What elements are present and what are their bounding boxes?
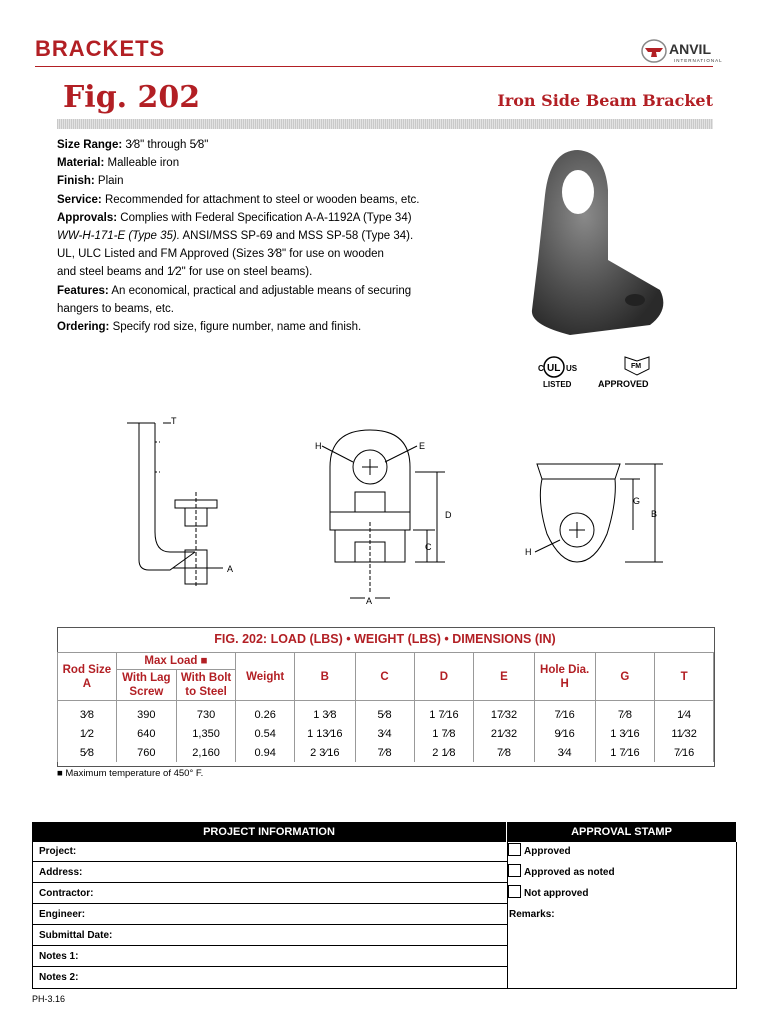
field-notes-2[interactable]: Notes 2: xyxy=(39,972,79,983)
table-row: 5⁄8 760 2,160 0.94 2 3⁄16 7⁄8 2 1⁄8 7⁄8 3⁄4 1 7⁄16 7⁄16 xyxy=(58,743,714,762)
title-bar xyxy=(57,119,713,129)
col-t: T xyxy=(655,653,714,701)
option-not-approved[interactable]: Not approved xyxy=(507,885,736,903)
fm-mark: FM xyxy=(631,363,642,370)
certification-marks xyxy=(535,353,665,393)
col-rod-size: Rod Size A xyxy=(58,653,117,701)
page-number: PH-3.16 xyxy=(32,994,66,1004)
product-name: Iron Side Beam Bracket xyxy=(497,91,713,110)
dimension-drawings xyxy=(115,412,675,607)
svg-text:G: G xyxy=(633,496,641,506)
approval-stamp-header: APPROVAL STAMP xyxy=(507,822,736,842)
not-approved-checkbox[interactable] xyxy=(508,885,521,898)
svg-text:LISTED: LISTED xyxy=(543,380,572,389)
approval-stamp-box xyxy=(507,842,737,989)
col-weight: Weight xyxy=(236,653,295,701)
col-b: B xyxy=(295,653,355,701)
svg-text:T: T xyxy=(171,416,177,426)
svg-text:B: B xyxy=(651,509,658,519)
table-title: FIG. 202: LOAD (LBS) • WEIGHT (LBS) • DIMENSIONS (IN) xyxy=(214,632,556,646)
option-approved-as-noted[interactable]: Approved as noted xyxy=(507,864,736,882)
field-submittal-date[interactable]: Submittal Date: xyxy=(33,926,507,946)
svg-text:E: E xyxy=(419,441,426,451)
table-row: 3⁄8 390 730 0.26 1 3⁄8 5⁄8 1 7⁄16 17⁄32 7⁄16 7⁄8 1⁄4 xyxy=(58,701,714,725)
col-bolt: With Bolt to Steel xyxy=(176,670,235,701)
spec-material: Material: Malleable iron xyxy=(57,157,180,170)
table-row: 1⁄2 640 1,350 0.54 1 13⁄16 3⁄4 1 7⁄8 21⁄32 9⁄16 1 3⁄16 11⁄32 xyxy=(58,724,714,743)
table-footnote: ■ Maximum temperature of 450° F. xyxy=(57,768,204,779)
spec-ordering: Ordering: Specify rod size, figure number, name and finish. xyxy=(57,321,362,334)
approved-checkbox[interactable] xyxy=(508,843,521,856)
spec-finish: Finish: Plain xyxy=(57,175,124,188)
brand-sub: INTERNATIONAL xyxy=(674,58,723,63)
svg-text:C: C xyxy=(538,364,544,373)
col-d: D xyxy=(414,653,474,701)
svg-text:APPROVED: APPROVED xyxy=(598,379,649,389)
svg-text:A: A xyxy=(227,564,234,574)
header-rule xyxy=(35,66,713,67)
svg-text:US: US xyxy=(566,364,578,373)
brand-name: ANVIL xyxy=(669,41,711,57)
anvil-logo xyxy=(640,38,740,64)
col-g: G xyxy=(595,653,655,701)
spec-features: Features: An economical, practical and adjustable means of securing xyxy=(57,284,412,297)
svg-text:D: D xyxy=(445,510,452,520)
field-address[interactable]: Address: xyxy=(33,863,507,883)
category-title: BRACKETS xyxy=(35,36,166,61)
approved-as-noted-checkbox[interactable] xyxy=(508,864,521,877)
field-engineer[interactable]: Engineer: xyxy=(33,905,507,925)
col-lag: With Lag Screw xyxy=(116,670,176,701)
remarks-label[interactable]: Remarks: xyxy=(509,909,555,920)
field-project[interactable]: Project: xyxy=(33,842,507,862)
col-hole: Hole Dia. H xyxy=(534,653,595,701)
dimension-table xyxy=(57,652,714,762)
col-max-load: Max Load ■ xyxy=(116,653,235,670)
field-notes-1[interactable]: Notes 1: xyxy=(33,947,507,967)
svg-text:H: H xyxy=(525,547,532,557)
ul-mark: UL xyxy=(547,363,561,374)
svg-text:C: C xyxy=(425,542,432,552)
field-contractor[interactable]: Contractor: xyxy=(33,884,507,904)
project-info-form xyxy=(32,842,508,989)
figure-number: Fig. 202 xyxy=(63,80,201,115)
svg-text:H: H xyxy=(315,441,322,451)
spec-list: Size Range: 3⁄8" through 5⁄8" Material: Malleable iron Finish: Plain Service: Recommended for attachment to steel or wooden beams, etc. Approvals: Complies with Federal Specification A-A-1192A (Type 34) WW-H-171-E (Type 35). ANSI/MSS SP-69 and MSS SP-58 (Type 34). UL, ULC Listed and FM Approved (Sizes 3⁄8" for use on wooden and steel beams and 1⁄2" for use on steel beams). Features: An economical, practical and adjustable means of securing hangers to beams, etc. Ordering: Specify rod size, figure number, name and finish. xyxy=(57,136,457,336)
spec-service: Service: Recommended for attachment to steel or wooden beams, etc. xyxy=(57,193,420,206)
col-e: E xyxy=(474,653,534,701)
spec-approvals: Approvals: Complies with Federal Specification A-A-1192A (Type 34) xyxy=(57,211,412,224)
project-info-header: PROJECT INFORMATION xyxy=(32,822,506,842)
option-approved[interactable]: Approved xyxy=(507,843,736,861)
product-photo xyxy=(520,140,680,340)
svg-text:A: A xyxy=(366,596,373,606)
col-c: C xyxy=(355,653,414,701)
spec-size: Size Range: 3⁄8" through 5⁄8" xyxy=(57,139,209,151)
